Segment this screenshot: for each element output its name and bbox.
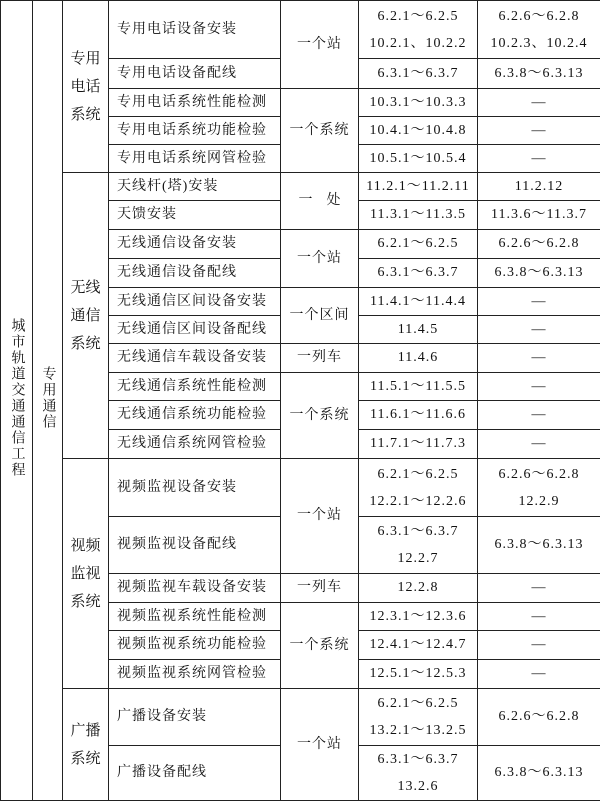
main-control-clauses: 11.5.1～11.5.5 (359, 373, 478, 401)
main-control-clause: 6.3.1～6.3.7 (377, 752, 459, 767)
category-label: 城市轨道交通通信工程 (9, 317, 25, 478)
general-clause: 6.2.6～6.2.8 (498, 466, 580, 482)
main-control-clauses: 12.3.1～12.3.6 (359, 603, 478, 631)
main-control-clauses: 11.4.1～11.4.4 (359, 288, 478, 316)
main-control-clause: 6.2.1～6.2.5 (377, 8, 459, 24)
main-control-clauses: 12.4.1～12.4.7 (359, 631, 478, 660)
main-control-clauses (359, 746, 478, 801)
main-control-clauses (359, 1, 478, 59)
item-name: 无线通信区间设备安装 (109, 288, 281, 316)
system-name: 专用电话系统 (70, 50, 101, 123)
system-cell (63, 1, 109, 173)
item-name: 视频监视设备安装 (109, 459, 281, 517)
system-cell (63, 689, 109, 801)
main-control-clauses: 12.2.8 (359, 574, 478, 603)
main-control-clauses: 6.3.1～6.3.7 (359, 259, 478, 288)
batch-unit: 一个站 (281, 1, 359, 89)
batch-unit: 一个系统 (281, 603, 359, 689)
batch-unit: 一个系统 (281, 89, 359, 173)
main-control-clauses: 11.4.6 (359, 344, 478, 373)
table-row (1, 459, 600, 517)
general-clauses: 6.3.8～6.3.13 (478, 746, 600, 801)
general-clauses: 6.3.8～6.3.13 (478, 59, 600, 89)
item-name: 无线通信系统性能检测 (109, 373, 281, 401)
table-row (1, 1, 600, 59)
main-control-clause: 6.2.1～6.2.5 (377, 466, 459, 482)
main-control-clauses: 11.6.1～11.6.6 (359, 401, 478, 430)
general-clause: 12.2.9 (518, 493, 560, 509)
item-name: 广播设备安装 (109, 689, 281, 746)
general-clauses: 11.3.6～11.3.7 (478, 201, 600, 230)
main-control-clause: 13.2.6 (397, 779, 439, 794)
item-name: 专用电话设备配线 (109, 59, 281, 89)
main-control-clauses (359, 459, 478, 517)
category-cell (1, 1, 33, 801)
main-control-clauses: 11.7.1～11.7.3 (359, 430, 478, 459)
general-clauses: 11.2.12 (478, 173, 600, 201)
general-clauses: — (478, 574, 600, 603)
item-name: 专用电话系统性能检测 (109, 89, 281, 117)
system-name: 广播系统 (70, 722, 101, 767)
main-control-clause: 13.2.1～13.2.5 (369, 723, 467, 738)
general-clauses: — (478, 373, 600, 401)
general-clauses: 6.2.6～6.2.8 (478, 689, 600, 746)
subcategory-label: 专用通信 (40, 365, 56, 430)
main-control-clauses: 11.4.5 (359, 316, 478, 344)
main-control-clause: 12.2.7 (397, 551, 439, 566)
general-clauses: — (478, 288, 600, 316)
item-name: 无线通信系统网管检验 (109, 430, 281, 459)
main-control-clauses: 12.5.1～12.5.3 (359, 660, 478, 689)
item-name: 无线通信设备安装 (109, 230, 281, 259)
item-name: 专用电话系统网管检验 (109, 145, 281, 173)
item-name: 无线通信系统功能检验 (109, 401, 281, 430)
main-control-clause: 6.3.1～6.3.7 (377, 524, 459, 539)
general-clauses: — (478, 145, 600, 173)
item-name: 视频监视车载设备安装 (109, 574, 281, 603)
general-clauses: — (478, 660, 600, 689)
main-control-clauses: 6.3.1～6.3.7 (359, 59, 478, 89)
general-clauses: 6.2.6～6.2.8 (478, 230, 600, 259)
main-control-clauses: 10.4.1～10.4.8 (359, 117, 478, 145)
subcategory-cell (33, 1, 63, 801)
batch-unit: 一处 (281, 173, 359, 230)
main-control-clauses: 11.2.1～11.2.11 (359, 173, 478, 201)
general-clauses (478, 459, 600, 517)
main-control-clauses (359, 689, 478, 746)
batch-unit: 一个区间 (281, 288, 359, 344)
general-clause: 10.2.3、10.2.4 (490, 35, 588, 51)
table-row (1, 689, 600, 746)
item-name: 视频监视设备配线 (109, 517, 281, 574)
batch-unit: 一个站 (281, 230, 359, 288)
general-clauses: 6.3.8～6.3.13 (478, 259, 600, 288)
item-name: 无线通信车载设备安装 (109, 344, 281, 373)
system-cell (63, 173, 109, 459)
system-cell (63, 459, 109, 689)
item-name: 广播设备配线 (109, 746, 281, 801)
item-name: 视频监视系统网管检验 (109, 660, 281, 689)
general-clauses: — (478, 344, 600, 373)
general-clauses: — (478, 631, 600, 660)
main-control-clauses: 10.5.1～10.5.4 (359, 145, 478, 173)
item-name: 无线通信设备配线 (109, 259, 281, 288)
main-control-clause: 6.2.1～6.2.5 (377, 696, 459, 711)
general-clauses: — (478, 316, 600, 344)
item-name: 专用电话设备安装 (109, 1, 281, 59)
system-name: 视频监视系统 (70, 537, 101, 610)
main-control-clause: 12.2.1～12.2.6 (369, 493, 467, 509)
item-name: 专用电话系统功能检验 (109, 117, 281, 145)
batch-unit: 一个站 (281, 459, 359, 574)
batch-unit: 一个站 (281, 689, 359, 801)
general-clause: 6.2.6～6.2.8 (498, 8, 580, 24)
item-name: 视频监视系统功能检验 (109, 631, 281, 660)
batch-unit: 一列车 (281, 574, 359, 603)
item-name: 天线杆(塔)安装 (109, 173, 281, 201)
main-control-clauses (359, 517, 478, 574)
item-name: 视频监视系统性能检测 (109, 603, 281, 631)
table-row (1, 173, 600, 201)
main-control-clauses: 10.3.1～10.3.3 (359, 89, 478, 117)
main-control-clause: 10.2.1、10.2.2 (369, 35, 467, 51)
general-clauses: — (478, 430, 600, 459)
general-clauses: — (478, 89, 600, 117)
main-control-clauses: 6.2.1～6.2.5 (359, 230, 478, 259)
main-control-clauses: 11.3.1～11.3.5 (359, 201, 478, 230)
item-name: 无线通信区间设备配线 (109, 316, 281, 344)
batch-unit: 一列车 (281, 344, 359, 373)
system-name: 无线通信系统 (70, 279, 101, 352)
general-clauses: — (478, 117, 600, 145)
general-clauses (478, 1, 600, 59)
general-clauses: — (478, 401, 600, 430)
general-clauses: — (478, 603, 600, 631)
batch-unit: 一个系统 (281, 373, 359, 459)
general-clauses: 6.3.8～6.3.13 (478, 517, 600, 574)
item-name: 天馈安装 (109, 201, 281, 230)
